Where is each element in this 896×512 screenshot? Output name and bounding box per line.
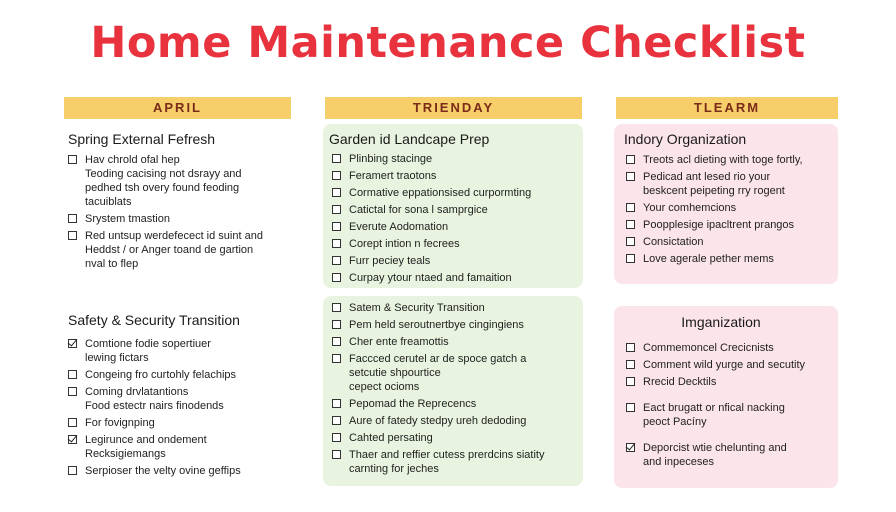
checkbox-unchecked[interactable] [68, 387, 77, 396]
checklist-item[interactable] [626, 441, 834, 469]
checkbox-unchecked[interactable] [332, 320, 341, 329]
checkbox-unchecked[interactable] [626, 377, 635, 386]
checklist-item-label: Feramert traotons [349, 170, 437, 182]
checkbox-unchecked[interactable] [68, 214, 77, 223]
checklist-item-label: Rrecid Decktils [643, 376, 717, 388]
checklist-item[interactable] [626, 252, 834, 266]
checklist-item-label: Legirunce and ondement Recksigiemangs [85, 434, 207, 460]
checklist-item-label: Cher ente freamottis [349, 336, 449, 348]
checkbox-unchecked[interactable] [332, 154, 341, 163]
checkbox-unchecked[interactable] [332, 239, 341, 248]
checklist-item-label: Pedicad ant lesed rio your beskcent peipeting rry rogent [643, 171, 785, 197]
checkbox-unchecked[interactable] [68, 466, 77, 475]
checklist-item-label: Corept intion n fecrees [349, 238, 460, 250]
checklist-item[interactable] [332, 431, 580, 445]
checkbox-unchecked[interactable] [332, 222, 341, 231]
checklist-item[interactable] [332, 186, 577, 200]
checklist-item[interactable] [626, 153, 834, 167]
section-title-safety-security: Safety & Security Transition [68, 312, 240, 328]
checkbox-unchecked[interactable] [68, 231, 77, 240]
checkbox-unchecked[interactable] [626, 203, 635, 212]
checklist-spring-external [68, 153, 303, 274]
checkbox-unchecked[interactable] [626, 254, 635, 263]
checkbox-unchecked[interactable] [332, 256, 341, 265]
checklist-item[interactable] [626, 401, 834, 429]
checklist-item-label: Faccced cerutel ar de spoce gatch a setcutie shpourtice cepect ocioms [349, 353, 527, 393]
checklist-item[interactable] [332, 237, 577, 251]
page-title: Home Maintenance Checklist [90, 18, 806, 68]
checklist-item-label: Eact brugatt or nfical nacking peoct Pacíny [643, 402, 785, 428]
checklist-item-label: Pem held seroutnertbye cingingiens [349, 319, 524, 331]
checklist-item-label: Pepomad the Reprecencs [349, 398, 477, 410]
checklist-item[interactable] [332, 254, 577, 268]
checkbox-checked[interactable] [68, 435, 77, 444]
checkbox-unchecked[interactable] [332, 303, 341, 312]
checkbox-unchecked[interactable] [626, 360, 635, 369]
checklist-item[interactable] [68, 464, 303, 478]
checkbox-checked[interactable] [626, 443, 635, 452]
checklist-item-label: Treots acl dieting with toge fortly, [643, 154, 803, 166]
column-header-april: APRIL [64, 97, 291, 119]
checklist-item-label: Cahted persating [349, 432, 433, 444]
checklist-item-label: Furr peciey teals [349, 255, 431, 267]
checklist-item-label: Your comhemcions [643, 202, 737, 214]
checklist-item[interactable] [332, 271, 577, 285]
checkbox-unchecked[interactable] [626, 343, 635, 352]
checklist-item[interactable] [68, 212, 303, 226]
checklist-item[interactable] [332, 301, 580, 315]
checkbox-unchecked[interactable] [68, 155, 77, 164]
checklist-item[interactable] [68, 433, 303, 461]
section-title-indory-organization: Indory Organization [624, 131, 747, 147]
checklist-item-label: Comment wild yurge and secutity [643, 359, 806, 371]
checkbox-unchecked[interactable] [332, 171, 341, 180]
checkbox-unchecked[interactable] [68, 370, 77, 379]
checkbox-unchecked[interactable] [626, 403, 635, 412]
checklist-satem-security [332, 301, 580, 479]
checklist-item-label: Deporcist wtie chelunting and and inpeceses [643, 442, 787, 468]
checkbox-unchecked[interactable] [332, 450, 341, 459]
checklist-item-label: Coming drvlatantions Food estectr nairs finodends [85, 386, 224, 412]
checklist-garden-landscape [332, 152, 577, 288]
section-title-garden-landscape: Garden id Landcape Prep [329, 131, 490, 147]
section-title-imganization: Imganization [681, 314, 761, 330]
checklist-indory-organization [626, 153, 834, 269]
checklist-imganization [626, 341, 834, 472]
checklist-item[interactable] [332, 220, 577, 234]
checklist-item[interactable] [626, 341, 834, 355]
checklist-item-label: Curpay ytour ntaed and famaition [349, 272, 512, 284]
checkbox-unchecked[interactable] [332, 273, 341, 282]
checklist-item[interactable] [626, 358, 834, 372]
checklist-item-label: Commemoncel Crecicnists [643, 342, 774, 354]
checklist-safety-security [68, 337, 303, 481]
checklist-item[interactable] [332, 352, 580, 394]
checklist-item[interactable] [626, 375, 834, 389]
checkbox-unchecked[interactable] [332, 416, 341, 425]
checklist-item-label: Everute Aodomation [349, 221, 449, 233]
checklist-item[interactable] [332, 318, 580, 332]
checkbox-unchecked[interactable] [626, 220, 635, 229]
checklist-item[interactable] [332, 335, 580, 349]
checklist-item-label: Love agerale pether mems [643, 253, 774, 265]
checklist-item-label: Plinbing stacinge [349, 153, 433, 165]
section-title-spring-external: Spring External Fefresh [68, 131, 216, 147]
checklist-item[interactable] [68, 416, 303, 430]
checklist-item-label: Hav chrold ofal hep Teoding cacising not dsrayy and pedhed tsh overy found feoding tacuiblats [85, 154, 242, 208]
checklist-item[interactable] [68, 229, 303, 271]
checklist-item[interactable] [68, 385, 303, 413]
checklist-item-label: Red untsup werdefecect id suint and Heddst / or Anger toand de gartion nval to flep [85, 230, 263, 270]
checklist-item[interactable] [68, 153, 303, 209]
checklist-item[interactable] [626, 218, 834, 232]
checkbox-unchecked[interactable] [626, 155, 635, 164]
checklist-item-label: For fovignping [85, 417, 155, 429]
checklist-item[interactable] [332, 448, 580, 476]
checklist-item-label: Aure of fatedy stedpy ureh dedoding [349, 415, 527, 427]
checklist-item[interactable] [68, 337, 303, 365]
checkbox-checked[interactable] [68, 339, 77, 348]
checkbox-unchecked[interactable] [626, 172, 635, 181]
checklist-item-label: Cormative eppationsised curpormting [349, 187, 532, 199]
checklist-item[interactable] [68, 368, 303, 382]
checkbox-unchecked[interactable] [332, 188, 341, 197]
checkbox-unchecked[interactable] [68, 418, 77, 427]
checkbox-unchecked[interactable] [332, 205, 341, 214]
checklist-item-label: Catictal for sona l samprgice [349, 204, 488, 216]
checklist-item-label: Serpioser the velty ovine geffips [85, 465, 241, 477]
checklist-item-label: Congeing fro curtohly felachips [85, 369, 237, 381]
column-header-trienday: TRIENDAY [325, 97, 582, 119]
checklist-item-label: Poopplesige ipacltrent prangos [643, 219, 795, 231]
checklist-item-label: Consictation [643, 236, 704, 248]
checklist-item[interactable] [332, 414, 580, 428]
checklist-item[interactable] [332, 203, 577, 217]
column-header-tlearm: TLEARM [616, 97, 838, 119]
checkbox-unchecked[interactable] [332, 433, 341, 442]
checklist-item[interactable] [332, 152, 577, 166]
checklist-item-label: Srystem tmastion [85, 213, 170, 225]
checklist-item-label: Comtione fodie sopertiuer lewing fictars [85, 338, 211, 364]
checklist-item[interactable] [626, 235, 834, 249]
checkbox-unchecked[interactable] [626, 237, 635, 246]
checklist-item-label: Satem & Security Transition [349, 302, 485, 314]
checkbox-unchecked[interactable] [332, 337, 341, 346]
checklist-item[interactable] [332, 397, 580, 411]
checklist-item[interactable] [626, 170, 834, 198]
checklist-item[interactable] [332, 169, 577, 183]
checkbox-unchecked[interactable] [332, 354, 341, 363]
checklist-item[interactable] [626, 201, 834, 215]
checklist-item-label: Thaer and reffier cutess prerdcins siatity carnting for jeches [349, 449, 545, 475]
checkbox-unchecked[interactable] [332, 399, 341, 408]
